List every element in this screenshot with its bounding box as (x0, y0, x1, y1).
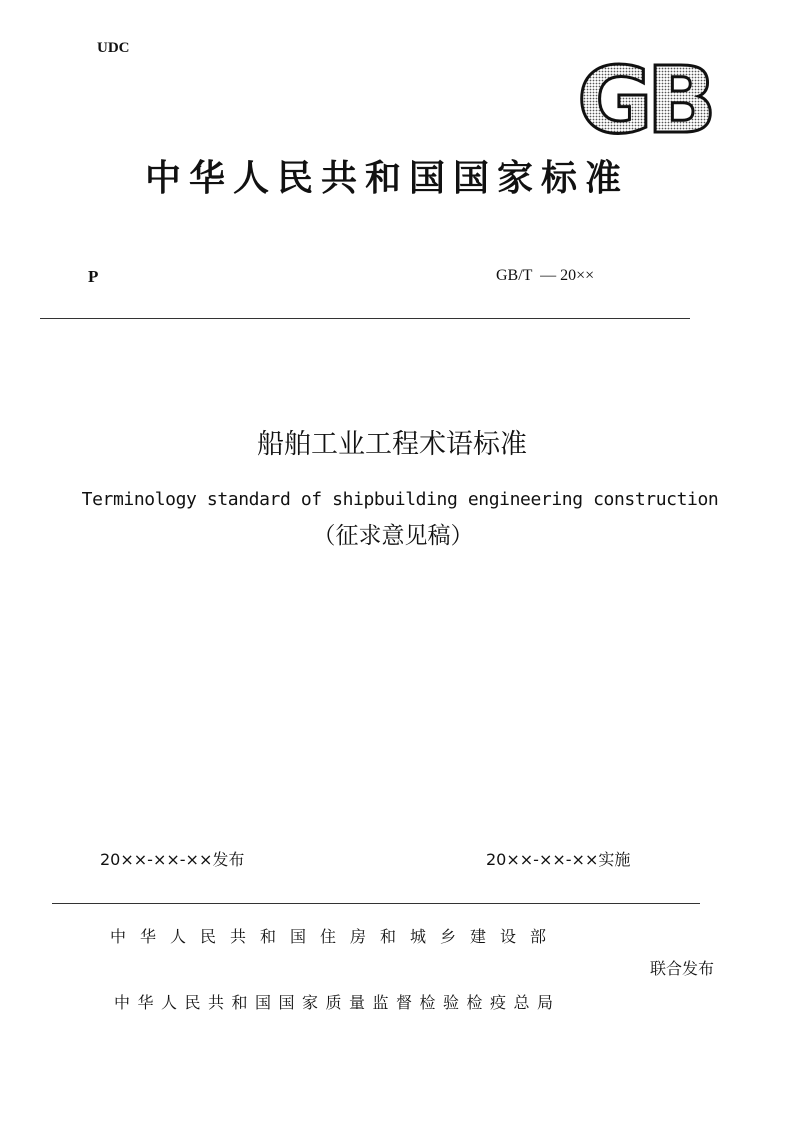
standard-number: GB/T — 20×× (496, 267, 595, 284)
udc-label: UDC (97, 40, 130, 56)
joint-issue-label: 联合发布 (650, 959, 715, 978)
top-divider (40, 318, 690, 319)
implementation-date: 20××-××-××实施 (486, 850, 631, 869)
classification-code: P (88, 267, 99, 286)
bottom-divider (52, 903, 700, 904)
english-title: Terminology standard of shipbuilding engineering construction (81, 489, 719, 510)
gb-logo (568, 58, 720, 140)
issuer-administration: 中华人民共和国国家质量监督检验检疫总局 (114, 993, 561, 1012)
issue-date: 20××-××-××发布 (100, 850, 245, 869)
issuer-ministry: 中华人民共和国住房和城乡建设部 (110, 927, 561, 946)
draft-note: （征求意见稿） (312, 523, 474, 549)
chinese-title: 船舶工业工程术语标准 (257, 429, 527, 460)
gb-logo-text: GB (577, 58, 711, 140)
main-title: 中华人民共和国国家标准 (144, 158, 629, 199)
